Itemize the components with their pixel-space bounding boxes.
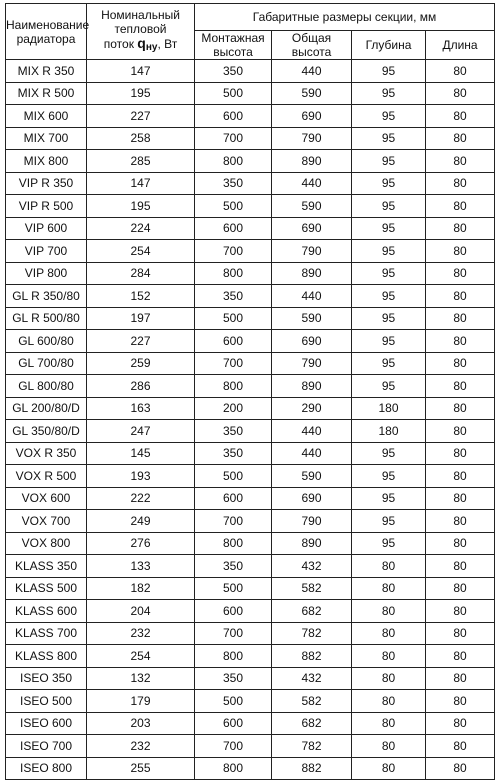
cell-total-height: 790: [272, 240, 352, 263]
cell-depth: 95: [352, 510, 426, 533]
cell-depth: 80: [352, 600, 426, 623]
cell-mount-height: 600: [195, 712, 272, 735]
cell-total-height: 590: [272, 195, 352, 218]
cell-model: VOX R 350: [6, 442, 87, 465]
cell-heat-flow: 285: [87, 150, 195, 173]
cell-mount-height: 700: [195, 735, 272, 758]
cell-length: 80: [426, 690, 495, 713]
cell-length: 80: [426, 600, 495, 623]
cell-mount-height: 800: [195, 262, 272, 285]
table-row: [6, 487, 495, 510]
cell-model: MIX 800: [6, 150, 87, 173]
cell-mount-height: 350: [195, 285, 272, 308]
cell-heat-flow: 258: [87, 127, 195, 150]
cell-total-height: 782: [272, 622, 352, 645]
table-row: [6, 757, 495, 780]
cell-heat-flow: 232: [87, 735, 195, 758]
cell-length: 80: [426, 510, 495, 533]
cell-mount-height: 700: [195, 510, 272, 533]
cell-total-height: 890: [272, 532, 352, 555]
table-row: [6, 60, 495, 83]
cell-heat-flow: 249: [87, 510, 195, 533]
table-row: [6, 172, 495, 195]
cell-mount-height: 800: [195, 532, 272, 555]
table-row: [6, 510, 495, 533]
cell-total-height: 690: [272, 217, 352, 240]
cell-heat-flow: 204: [87, 600, 195, 623]
cell-depth: 95: [352, 532, 426, 555]
table-row: [6, 352, 495, 375]
cell-heat-flow: 132: [87, 667, 195, 690]
cell-mount-height: 350: [195, 442, 272, 465]
cell-model: VOX 600: [6, 487, 87, 510]
table-row: [6, 622, 495, 645]
table-row: [6, 127, 495, 150]
header-heat-flow-line3: поток: [103, 37, 134, 51]
header-heat-flow-line2: тепловой: [114, 22, 167, 36]
cell-model: GL R 350/80: [6, 285, 87, 308]
cell-length: 80: [426, 667, 495, 690]
header-heat-flow-symbol: q: [137, 35, 146, 51]
table-row: [6, 442, 495, 465]
cell-depth: 80: [352, 555, 426, 578]
cell-total-height: 432: [272, 667, 352, 690]
cell-depth: 95: [352, 330, 426, 353]
header-depth: Глубина: [352, 31, 426, 60]
header-radiator-name: Наименование радиатора: [6, 4, 87, 60]
cell-model: GL 800/80: [6, 375, 87, 398]
cell-heat-flow: 284: [87, 262, 195, 285]
cell-mount-height: 800: [195, 645, 272, 668]
radiator-spec-table-container: [5, 3, 495, 780]
cell-length: 80: [426, 240, 495, 263]
cell-length: 80: [426, 420, 495, 443]
cell-depth: 80: [352, 690, 426, 713]
cell-length: 80: [426, 262, 495, 285]
cell-model: KLASS 350: [6, 555, 87, 578]
cell-heat-flow: 152: [87, 285, 195, 308]
table-row: [6, 712, 495, 735]
cell-total-height: 790: [272, 352, 352, 375]
cell-model: VOX 700: [6, 510, 87, 533]
cell-depth: 80: [352, 645, 426, 668]
cell-heat-flow: 203: [87, 712, 195, 735]
header-heat-flow-unit: , Вт: [157, 37, 178, 51]
cell-model: GL R 500/80: [6, 307, 87, 330]
cell-length: 80: [426, 622, 495, 645]
cell-heat-flow: 133: [87, 555, 195, 578]
table-body: [6, 60, 495, 780]
cell-mount-height: 350: [195, 420, 272, 443]
header-heat-flow: [87, 4, 195, 60]
table-row: [6, 307, 495, 330]
table-row: [6, 262, 495, 285]
cell-model: VIP R 350: [6, 172, 87, 195]
cell-mount-height: 600: [195, 600, 272, 623]
table-row: [6, 667, 495, 690]
cell-total-height: 290: [272, 397, 352, 420]
cell-mount-height: 500: [195, 577, 272, 600]
cell-length: 80: [426, 150, 495, 173]
cell-model: KLASS 800: [6, 645, 87, 668]
cell-depth: 95: [352, 172, 426, 195]
cell-depth: 95: [352, 240, 426, 263]
cell-mount-height: 500: [195, 307, 272, 330]
cell-heat-flow: 227: [87, 330, 195, 353]
cell-heat-flow: 224: [87, 217, 195, 240]
cell-model: MIX 600: [6, 105, 87, 128]
cell-heat-flow: 193: [87, 465, 195, 488]
cell-depth: 95: [352, 150, 426, 173]
cell-heat-flow: 222: [87, 487, 195, 510]
cell-length: 80: [426, 375, 495, 398]
cell-length: 80: [426, 397, 495, 420]
cell-heat-flow: 182: [87, 577, 195, 600]
cell-length: 80: [426, 465, 495, 488]
cell-model: VIP 600: [6, 217, 87, 240]
cell-length: 80: [426, 352, 495, 375]
table-row: [6, 465, 495, 488]
table-row: [6, 105, 495, 128]
cell-total-height: 690: [272, 487, 352, 510]
cell-depth: 80: [352, 622, 426, 645]
cell-depth: 95: [352, 307, 426, 330]
cell-total-height: 440: [272, 420, 352, 443]
cell-depth: 95: [352, 442, 426, 465]
cell-total-height: 882: [272, 757, 352, 780]
table-row: [6, 600, 495, 623]
cell-total-height: 440: [272, 285, 352, 308]
cell-length: 80: [426, 60, 495, 83]
cell-depth: 95: [352, 127, 426, 150]
cell-length: 80: [426, 82, 495, 105]
cell-depth: 180: [352, 420, 426, 443]
cell-depth: 95: [352, 352, 426, 375]
table-row: [6, 690, 495, 713]
cell-total-height: 590: [272, 307, 352, 330]
cell-mount-height: 600: [195, 105, 272, 128]
cell-model: GL 200/80/D: [6, 397, 87, 420]
cell-total-height: 682: [272, 712, 352, 735]
cell-mount-height: 600: [195, 487, 272, 510]
cell-total-height: 582: [272, 577, 352, 600]
cell-heat-flow: 195: [87, 195, 195, 218]
cell-length: 80: [426, 757, 495, 780]
cell-model: VIP 700: [6, 240, 87, 263]
table-row: [6, 375, 495, 398]
cell-length: 80: [426, 735, 495, 758]
table-row: [6, 285, 495, 308]
cell-model: MIX 700: [6, 127, 87, 150]
cell-model: KLASS 500: [6, 577, 87, 600]
cell-model: ISEO 800: [6, 757, 87, 780]
cell-length: 80: [426, 532, 495, 555]
cell-depth: 95: [352, 105, 426, 128]
cell-total-height: 690: [272, 105, 352, 128]
cell-model: GL 600/80: [6, 330, 87, 353]
cell-total-height: 590: [272, 465, 352, 488]
cell-model: GL 350/80/D: [6, 420, 87, 443]
table-row: [6, 420, 495, 443]
cell-model: MIX R 500: [6, 82, 87, 105]
header-heat-flow-subscript: ну: [145, 42, 158, 53]
cell-depth: 95: [352, 375, 426, 398]
cell-heat-flow: 227: [87, 105, 195, 128]
cell-model: ISEO 350: [6, 667, 87, 690]
cell-depth: 80: [352, 667, 426, 690]
table-row: [6, 645, 495, 668]
cell-total-height: 790: [272, 127, 352, 150]
cell-length: 80: [426, 217, 495, 240]
cell-mount-height: 600: [195, 217, 272, 240]
cell-mount-height: 800: [195, 150, 272, 173]
cell-mount-height: 350: [195, 60, 272, 83]
cell-depth: 95: [352, 82, 426, 105]
cell-depth: 95: [352, 285, 426, 308]
cell-length: 80: [426, 577, 495, 600]
cell-heat-flow: 232: [87, 622, 195, 645]
cell-total-height: 890: [272, 375, 352, 398]
cell-mount-height: 700: [195, 240, 272, 263]
cell-length: 80: [426, 442, 495, 465]
cell-depth: 95: [352, 195, 426, 218]
cell-length: 80: [426, 330, 495, 353]
cell-depth: 95: [352, 465, 426, 488]
table-row: [6, 195, 495, 218]
cell-mount-height: 700: [195, 622, 272, 645]
cell-total-height: 432: [272, 555, 352, 578]
radiator-spec-table: [5, 3, 495, 780]
cell-heat-flow: 259: [87, 352, 195, 375]
cell-length: 80: [426, 105, 495, 128]
cell-model: KLASS 700: [6, 622, 87, 645]
cell-heat-flow: 145: [87, 442, 195, 465]
cell-total-height: 682: [272, 600, 352, 623]
table-row: [6, 82, 495, 105]
table-row: [6, 217, 495, 240]
cell-depth: 95: [352, 217, 426, 240]
cell-total-height: 440: [272, 172, 352, 195]
table-row: [6, 330, 495, 353]
header-row-top: [6, 4, 495, 31]
cell-model: KLASS 600: [6, 600, 87, 623]
cell-mount-height: 700: [195, 127, 272, 150]
cell-model: ISEO 700: [6, 735, 87, 758]
table-row: [6, 735, 495, 758]
table-row: [6, 150, 495, 173]
cell-heat-flow: 286: [87, 375, 195, 398]
cell-total-height: 590: [272, 82, 352, 105]
cell-model: MIX R 350: [6, 60, 87, 83]
cell-model: VIP 800: [6, 262, 87, 285]
table-row: [6, 555, 495, 578]
cell-depth: 95: [352, 60, 426, 83]
cell-mount-height: 500: [195, 465, 272, 488]
cell-model: VOX 800: [6, 532, 87, 555]
cell-length: 80: [426, 127, 495, 150]
cell-depth: 95: [352, 262, 426, 285]
cell-heat-flow: 254: [87, 645, 195, 668]
cell-model: VIP R 500: [6, 195, 87, 218]
cell-heat-flow: 254: [87, 240, 195, 263]
cell-length: 80: [426, 195, 495, 218]
cell-mount-height: 600: [195, 330, 272, 353]
cell-depth: 95: [352, 487, 426, 510]
header-dimensions: Габаритные размеры секции, мм: [195, 4, 495, 31]
cell-mount-height: 700: [195, 352, 272, 375]
header-total-height: Общая высота: [272, 31, 352, 60]
cell-depth: 80: [352, 757, 426, 780]
cell-total-height: 890: [272, 262, 352, 285]
cell-total-height: 582: [272, 690, 352, 713]
cell-heat-flow: 195: [87, 82, 195, 105]
cell-heat-flow: 163: [87, 397, 195, 420]
cell-length: 80: [426, 307, 495, 330]
cell-total-height: 440: [272, 442, 352, 465]
cell-total-height: 882: [272, 645, 352, 668]
cell-heat-flow: 255: [87, 757, 195, 780]
table-row: [6, 397, 495, 420]
cell-heat-flow: 147: [87, 172, 195, 195]
table-row: [6, 532, 495, 555]
cell-total-height: 440: [272, 60, 352, 83]
cell-mount-height: 350: [195, 667, 272, 690]
cell-mount-height: 200: [195, 397, 272, 420]
cell-heat-flow: 247: [87, 420, 195, 443]
cell-mount-height: 500: [195, 195, 272, 218]
cell-length: 80: [426, 555, 495, 578]
cell-total-height: 890: [272, 150, 352, 173]
cell-length: 80: [426, 712, 495, 735]
cell-length: 80: [426, 172, 495, 195]
header-heat-flow-line1: Номинальный: [101, 8, 180, 22]
cell-length: 80: [426, 645, 495, 668]
cell-heat-flow: 276: [87, 532, 195, 555]
cell-model: ISEO 500: [6, 690, 87, 713]
cell-mount-height: 500: [195, 690, 272, 713]
cell-depth: 180: [352, 397, 426, 420]
cell-mount-height: 800: [195, 757, 272, 780]
cell-heat-flow: 197: [87, 307, 195, 330]
cell-depth: 80: [352, 735, 426, 758]
header-length: Длина: [426, 31, 495, 60]
cell-mount-height: 350: [195, 555, 272, 578]
cell-model: VOX R 500: [6, 465, 87, 488]
table-row: [6, 240, 495, 263]
cell-heat-flow: 147: [87, 60, 195, 83]
cell-total-height: 690: [272, 330, 352, 353]
cell-mount-height: 800: [195, 375, 272, 398]
cell-length: 80: [426, 285, 495, 308]
cell-length: 80: [426, 487, 495, 510]
table-row: [6, 577, 495, 600]
cell-depth: 80: [352, 577, 426, 600]
header-mount-height: Монтажная высота: [195, 31, 272, 60]
cell-model: GL 700/80: [6, 352, 87, 375]
cell-total-height: 790: [272, 510, 352, 533]
cell-mount-height: 350: [195, 172, 272, 195]
cell-heat-flow: 179: [87, 690, 195, 713]
cell-total-height: 782: [272, 735, 352, 758]
cell-depth: 80: [352, 712, 426, 735]
cell-mount-height: 500: [195, 82, 272, 105]
cell-model: ISEO 600: [6, 712, 87, 735]
